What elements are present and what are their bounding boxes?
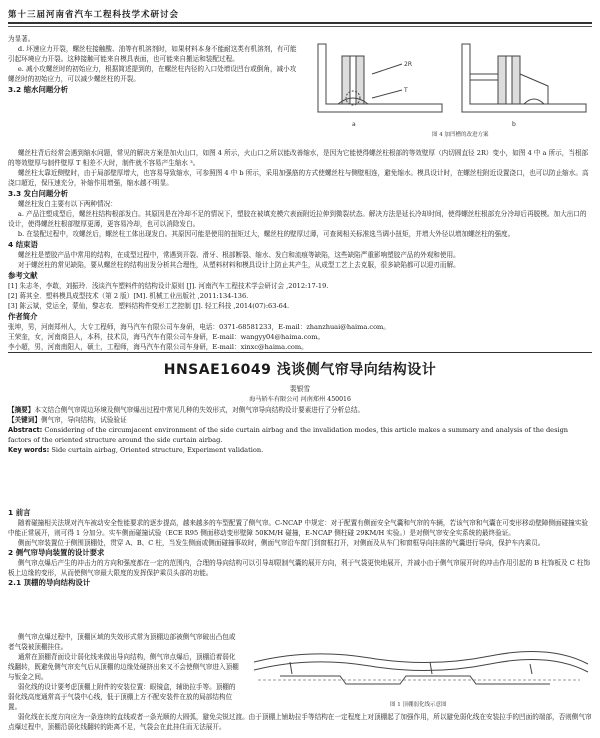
paragraph: 为显著。 (8, 35, 35, 43)
section-heading-2: 2 侧气帘导向装置的设计要求 (8, 548, 105, 557)
article-body-left (8, 632, 240, 712)
paragraph: e. 减小攻螺丝时的初始应力，根据简述提到的，在螺丝柱内径的入口处增设凹台或倒角，减小攻螺丝时的初始应力，可以减少螺丝柱的开裂。 (8, 65, 297, 83)
paragraph: 侧面气帘装置位于侧围顶棚处，贯穿 A、B、C 柱，当发生侧面或侧面碰撞事故时，侧面气帘沿车窗门到窗框打开，对侧面及从车门和窗框导向挂落的气囊进行导向，保护车内乘员。 (17, 539, 545, 547)
paragraph: 对于螺丝柱的常见缺陷，要从螺丝柱的结构出发分析其合理性，从塑料材料和模具设计上防止其产生，从成型工艺上去克服，很多缺陷都可以迎刃而解。 (17, 261, 460, 269)
paragraph: 侧气帘点爆过程中，顶棚区域的失效形式常为顶棚边部被侧气帘破出凸包或者气袋被顶棚挂住。 (8, 633, 236, 651)
keywords-cn-text: 侧气帘，导向结构，试验验证 (40, 416, 127, 424)
authors-heading: 作者简介 (8, 312, 38, 321)
svg-text:a: a (352, 121, 356, 128)
section-heading-3-2: 3.2 缩水问题分析 (8, 85, 69, 94)
running-head-rule (8, 26, 592, 27)
figure-4-diagram (312, 34, 592, 130)
paragraph: 螺丝柱是塑胶产品中常用的结构，在成型过程中，常遇到开裂、滑牙、根部断裂、缩水、发白和流痕等缺陷，这些缺陷严重影响塑胶产品的外观和使用。 (17, 251, 460, 259)
abstract-block (8, 405, 592, 455)
author-bio: 王荣奎，女，河南商县人，本科，技术员，海马汽车有限公司车身研，E-mail：wangyy04@haima.com。 (8, 333, 325, 341)
article-author: 裴银雪 (289, 385, 311, 393)
upper-left-column (8, 34, 300, 95)
paragraph: b. 在装配过程中，攻螺丝后，螺丝柱工体出现发白。其原因可能是使用的扭矩过大，螺丝柱的壁厚过薄，可查阅相关标准选当调小扭矩，并增大外径以增加螺丝柱的强度。 (17, 230, 515, 238)
article-affiliation: 海马轿车有限公司 河南郑州 450016 (249, 396, 351, 403)
svg-text:T: T (404, 87, 408, 94)
figure-4 (312, 34, 592, 142)
keywords-en-label: Key words: (8, 446, 50, 454)
reference-item: [2] 蒋其全．塑料模具成型技术（第 2 版）[M]. 机械工业出版社 ,2011:134-136. (8, 292, 249, 300)
running-head (8, 6, 592, 24)
paragraph: 侧气帘点爆后产生的冲击力的方向和强度都在一定的范围内，合理的导向结构可以引导却限制气囊的展开方向，利于气袋更快地展开，并减小由于侧气帘展开时的冲击作用引起的 B 柱饰板及 C 柱饰板上边缘的变形，从而使侧气帘最大限度的发挥保护乘员头部的功能。 (8, 559, 591, 577)
abstract-en-label: Abstract: (8, 426, 43, 434)
paragraph: a. 产品注塑成型后，螺丝柱结构根部发白。其原因是在冷却不足的情况下，塑胶在被填充模穴表面附近拉伸到微裂状态。解决方法是延长冷却时间，使得螺丝柱根部充分冷却后再脱模。加大出口的设计，使得螺丝柱根部壁厚更薄，更容易冷却，也可以消除发白。 (8, 210, 587, 228)
paragraph: 通常在顶棚背面设计弱化线来做出导向结构，侧气帘点爆后，顶棚沿着弱化线翻转，既避免侧气帘充气后从顶棚的边缘处硬挤出来又不会使侧气帘进入顶棚与钣金之间。 (8, 653, 239, 681)
keywords-cn (8, 415, 592, 425)
upper-full-text (8, 148, 592, 352)
abstract-cn (8, 405, 592, 415)
paragraph: 螺丝柱发白主要有以下两种情况： (17, 200, 117, 208)
paragraph: 弱化线在长度方向应为一条连续的直线或者一条光顺的大圆弧，避免尖锐过渡。由于顶棚上铺助拉手等结构在一定程度上对顶棚起了加强作用，所以避免弱化线在安装拉手的凹面的端部，否则侧气帘点爆过程中，顶棚沿弱化线翻转的距离不足，气袋会在此挂住而无法展开。 (8, 713, 592, 731)
reference-item: [1] 朱志冬，李敢，刘振玲．浅谈汽车塑料件的结构设计原则 [J]. 河南汽车工程技术学会研讨会 ,2012:17-19. (8, 282, 329, 290)
figure-1 (250, 640, 592, 710)
article-title: HNSAE16049 浅谈侧气帘导向结构设计 (163, 362, 437, 378)
paragraph: 随着碰撞相关法规对汽车被动安全性能要求的逐步提高，越来越多的车型配置了侧气帘。C-NCAP 中规定：对于配置有侧面安全气囊和气帘的车辆，若该气帘和气囊在可变形移动壁障侧面碰撞实验中能正常展开，则可得 1 分加分。实车侧面碰撞试验（ECE R95 侧面移动变形壁障 50KM/H 碰撞，E-NCAP 侧柱碰 29KM/H 实验。）是对侧气帘安全实系统的最终验证。 (8, 519, 588, 537)
figure-1-caption: 图 1 顶棚弱化线示意图 (390, 702, 447, 708)
references-heading: 参考文献 (8, 271, 38, 280)
section-heading-3-3: 3.3 发白问题分析 (8, 189, 69, 198)
svg-text:2R: 2R (404, 61, 412, 68)
section-heading-2-1: 2.1 顶棚的导向结构设计 (8, 578, 91, 587)
author-bio: 张坤，男，河南郑州人，大专工程师，海马汽车有限公司车身研，电话：0371-68581233，E-mail：zhanzhuai@haima.com。 (8, 323, 390, 331)
article-title-bar (8, 352, 592, 379)
paragraph: d. 坏速应力开裂，螺丝柱接触酸、油等有机溶剂时，如果材料本身不能耐这类有机溶剂，有可能引起环境应力开裂。这种接触可能来自模具表面，也可能来自搬运和装配过程。 (8, 45, 297, 63)
section-heading-1: 1 前言 (8, 508, 31, 517)
article-body (8, 508, 592, 588)
section-heading-4: 4 结束语 (8, 240, 38, 249)
abstract-cn-text: 本文结合侧气帘周边环境及侧气帘爆出过程中常见几种的失效形式，对侧气帘导向结构设计要素进行了分析总结。 (34, 406, 365, 414)
author-bio: 李小超，男，河南南阳人，硕士，工程师，海马汽车有限公司车身研，E-mail：xinxc@haima.com。 (8, 343, 308, 351)
figure-4-caption: 图 4 加凹槽的改进方案 (432, 132, 489, 138)
abstract-en-text: Considering of the circumjacent environment of the side curtain airbag and the invalidation modes, this article makes a summary and analysis of the design factors of the oriented structure around the side curtain airbag. (8, 426, 569, 444)
keywords-cn-label: 【关键词】 (8, 416, 41, 424)
running-head-text: 第十三届河南省汽车工程科技学术研讨会 (8, 10, 180, 20)
paragraph: 螺丝柱太靠近侧壁时，由于局部壁厚增大，也容易导致缩水，可参照图 4 中 b 所示，采用加强筋的方式使螺丝柱与侧壁相连，避免缩水。模具设计时，在螺丝柱附近设置浇口，也可以防止缩水。高浇口超近，保压速充分，补缩作用增强，缩水越不明显。 (8, 169, 589, 187)
abstract-cn-label: 【摘要】 (8, 406, 35, 414)
keywords-en (8, 445, 592, 455)
article-body-bottom (8, 712, 592, 732)
svg-text:b: b (512, 121, 516, 128)
reference-item: [3] 陈云斌，党运全，蒙仙，黎志农．塑料结构件变形工艺控制 [J]. 轻工科技 ,2014(07):63-64. (8, 302, 290, 310)
keywords-en-text: Side curtain airbag, Oriented structure, Experiment validation. (51, 446, 264, 454)
abstract-en (8, 425, 592, 445)
figure-1-diagram (250, 640, 592, 700)
paragraph: 螺丝柱背后经常会遇到缩水问题，常见的解决方案是加火山口，如图 4 所示，火山口之所以能改善缩水，是因为它能使得螺丝柱根部的等效壁厚（内切圆直径 2R）变小，如图 4 中 a 所示，当根部的等效壁厚与制件壁厚 T 相差不大时，制件就不容易产生缩水 ³。 (8, 149, 589, 167)
paragraph: 弱化线的设计要考虑顶棚上附件的安装位置：眼镜盒，辅助拉手等。顶棚的弱化线高度通常高于气袋中心线，低于顶棚上方不配安装件在放的局部结构位置。 (8, 683, 236, 711)
